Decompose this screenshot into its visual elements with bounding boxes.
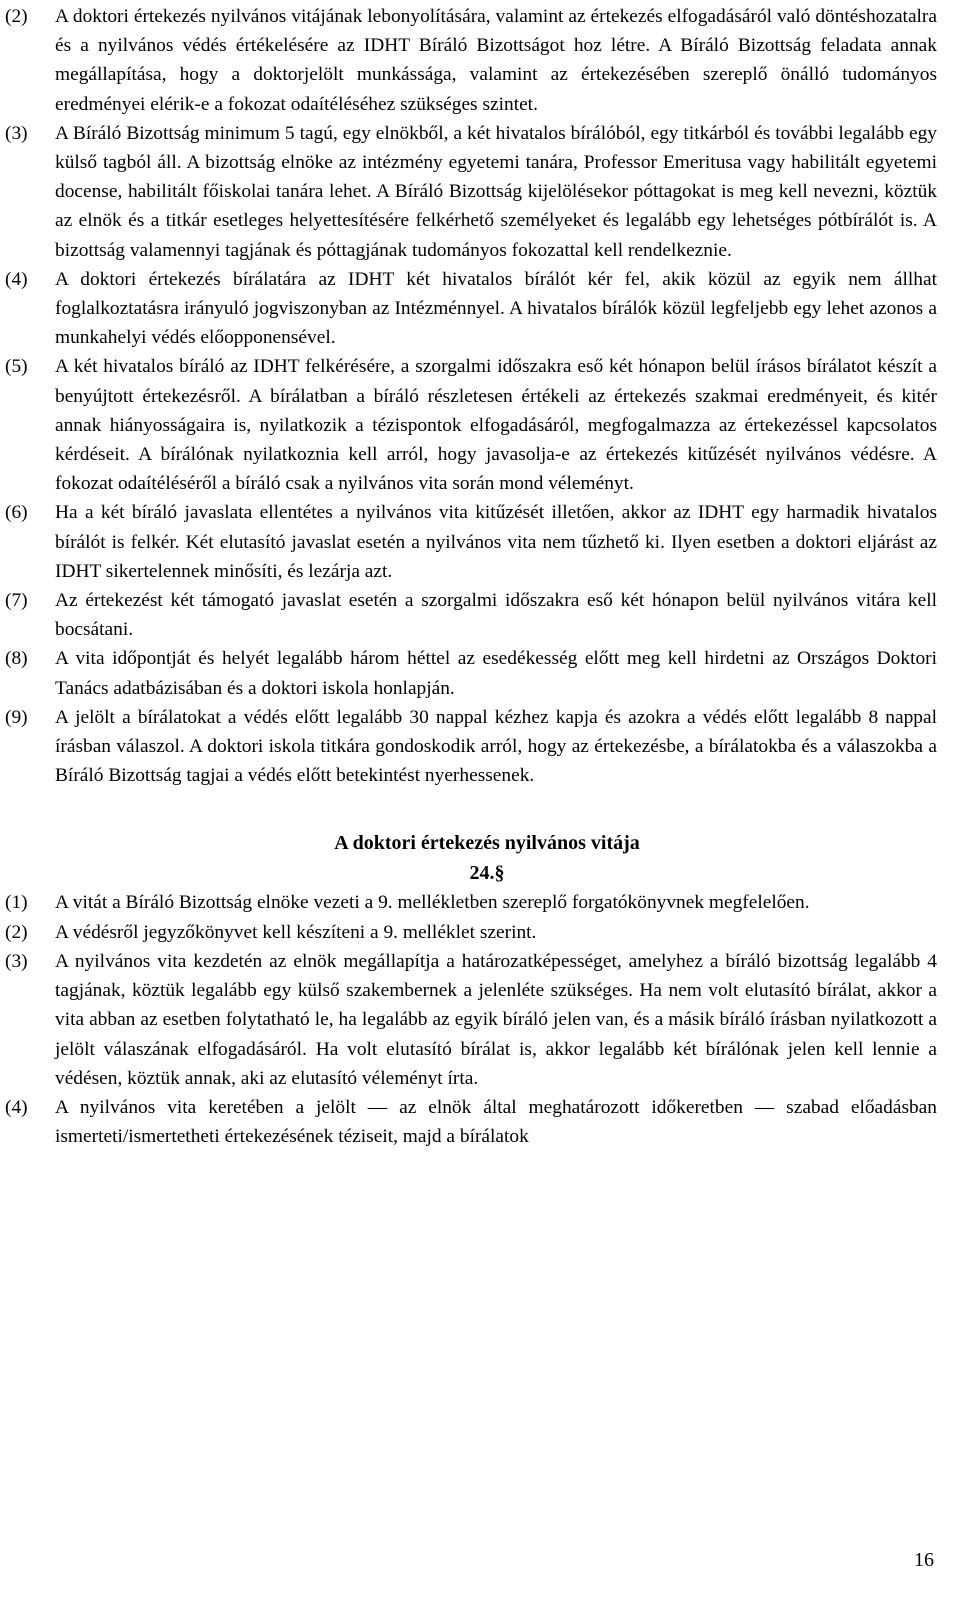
paragraph-text: A doktori értekezés bírálatára az IDHT két hivatalos bírálót kér fel, akik közül az egyik nem állhat foglalkoztatásra irányuló jogviszonyban az Intézménnyel. A hivatalos bírálók közül legfeljebb egy lehet azonos a munkahelyi védés előopponensével. bbox=[55, 268, 937, 349]
paragraph-text: A jelölt a bírálatokat a védés előtt legalább 30 nappal kézhez kapja és azokra a védés előtt legalább 8 nappal írásban válaszol. A doktori iskola titkára gondoskodik arról, hogy az értekezésbe, a bírálatokba és a válaszokba a Bíráló Bizottság tagjai a védés előtt betekintést nyerhessenek. bbox=[55, 706, 937, 787]
section-spacer bbox=[5, 790, 937, 829]
page-number: 16 bbox=[914, 1549, 934, 1571]
paragraph-number: (7) bbox=[5, 590, 28, 612]
paragraph bbox=[5, 586, 937, 644]
paragraph bbox=[5, 2, 937, 119]
paragraph-number: (4) bbox=[5, 1096, 28, 1118]
document-body bbox=[5, 2, 937, 1151]
paragraph-text: A Bíráló Bizottság minimum 5 tagú, egy elnökből, a két hivatalos bírálóból, egy titkárból és további legalább egy külső tagból áll. A bizottság elnöke az intézmény egyetemi tanára, Professor Emeritusa vagy habilitált egyetemi docense, habilitált főiskolai tanára lehet. A Bíráló Bizottság kijelölésekor póttagokat is meg kell nevezni, köztük az elnök és a titkár esetleges helyettesítésére felkérhető személyeket és legalább egy lehetséges pótbírálót is. A bizottság valamennyi tagjának és póttagjának tudományos fokozattal kell rendelkeznie. bbox=[55, 122, 937, 261]
paragraph-number: (2) bbox=[5, 6, 28, 27]
paragraph bbox=[5, 644, 937, 702]
paragraph bbox=[5, 352, 937, 498]
paragraph-text: Az értekezést két támogató javaslat esetén a szorgalmi időszakra eső két hónapon belül nyilvános vitára kell bocsátani. bbox=[55, 590, 937, 641]
paragraph-text: A nyilvános vita keretében a jelölt — az elnök által meghatározott időkeretben — szabad előadásban ismerteti/ismertetheti értekezésének téziseit, majd a bírálatok bbox=[55, 1096, 937, 1148]
paragraph bbox=[5, 1093, 937, 1151]
paragraph bbox=[5, 119, 937, 265]
paragraph-text: A vitát a Bíráló Bizottság elnöke vezeti a 9. mellékletben szereplő forgatókönyvnek megfelelően. bbox=[55, 892, 810, 914]
paragraph-number: (8) bbox=[5, 648, 28, 670]
paragraph bbox=[5, 265, 937, 353]
paragraph bbox=[5, 947, 937, 1093]
paragraph bbox=[5, 498, 937, 586]
paragraph-number: (3) bbox=[5, 122, 28, 144]
paragraph-number: (5) bbox=[5, 356, 28, 378]
paragraph-text: A két hivatalos bíráló az IDHT felkérésére, a szorgalmi időszakra eső két hónapon belül írásos bírálatot készít a benyújtott értekezésről. A bírálatban a bíráló részletesen értékeli az értekezés szakmai eredményeit, és kitér annak hiányosságaira is, nyilatkozik a tézispontok elfogadásáról, megfogalmazza az értekezéssel kapcsolatos kérdéseit. A bírálónak nyilatkoznia kell arról, hogy javasolja-e az értekezés kitűzését nyilvános védésre. A fokozat odaítéléséről a bíráló csak a nyilvános vita során mond véleményt. bbox=[55, 356, 937, 495]
section-number: 24.§ bbox=[469, 861, 505, 884]
paragraph bbox=[5, 888, 937, 917]
paragraph bbox=[5, 703, 937, 791]
paragraph-text: A védésről jegyzőkönyvet kell készíteni a 9. melléklet szerint. bbox=[55, 921, 537, 943]
paragraph-text: A doktori értekezés nyilvános vitájának lebonyolítására, valamint az értekezés elfogadásáról való döntéshozatalra és a nyilvános védés értékelésére az IDHT Bíráló Bizottságot hoz létre. A Bíráló Bizottság feladata annak megállapítása, hogy a doktorjelölt munkássága, valamint az értekezésében szereplő önálló tudományos eredményei elérik-e a fokozat odaítéléséhez szükséges szintet. bbox=[55, 6, 937, 115]
paragraph-number: (3) bbox=[5, 950, 28, 972]
section-title: A doktori értekezés nyilvános vitája bbox=[334, 832, 640, 855]
paragraph bbox=[5, 918, 937, 947]
paragraph-number: (6) bbox=[5, 502, 28, 524]
paragraph-text: A nyilvános vita kezdetén az elnök megállapítja a határozatképességet, amelyhez a bíráló bizottság legalább 4 tagjának, köztük legalább egy külső szakembernek a jelenléte szükséges. Ha nem volt elutasító bírálat, akkor a vita abban az esetben folytatható le, ha legalább az egyik bíráló jelen van, és a másik bíráló írásban nyilatkozott a jelölt válaszának elfogadásáról. Ha volt elutasító bírálat is, akkor legalább két bírálónak jelen kell lennie a védésen, köztük annak, aki az elutasító véleményt írta. bbox=[55, 950, 937, 1089]
paragraph-number: (4) bbox=[5, 268, 28, 290]
paragraph-number: (9) bbox=[5, 706, 28, 728]
paragraph-number: (1) bbox=[5, 892, 28, 914]
paragraph-text: Ha a két bíráló javaslata ellentétes a nyilvános vita kitűzését illetően, akkor az IDHT egy harmadik hivatalos bírálót is felkér. Két elutasító javaslat esetén a nyilvános vita nem tűzhető ki. Ilyen esetben a doktori eljárást az IDHT sikertelennek minősíti, és lezárja azt. bbox=[55, 502, 937, 582]
paragraph-text: A vita időpontját és helyét legalább három héttel az esedékesség előtt meg kell hirdetni az Országos Doktori Tanács adatbázisában és a doktori iskola honlapján. bbox=[55, 648, 937, 699]
paragraph-number: (2) bbox=[5, 921, 28, 943]
